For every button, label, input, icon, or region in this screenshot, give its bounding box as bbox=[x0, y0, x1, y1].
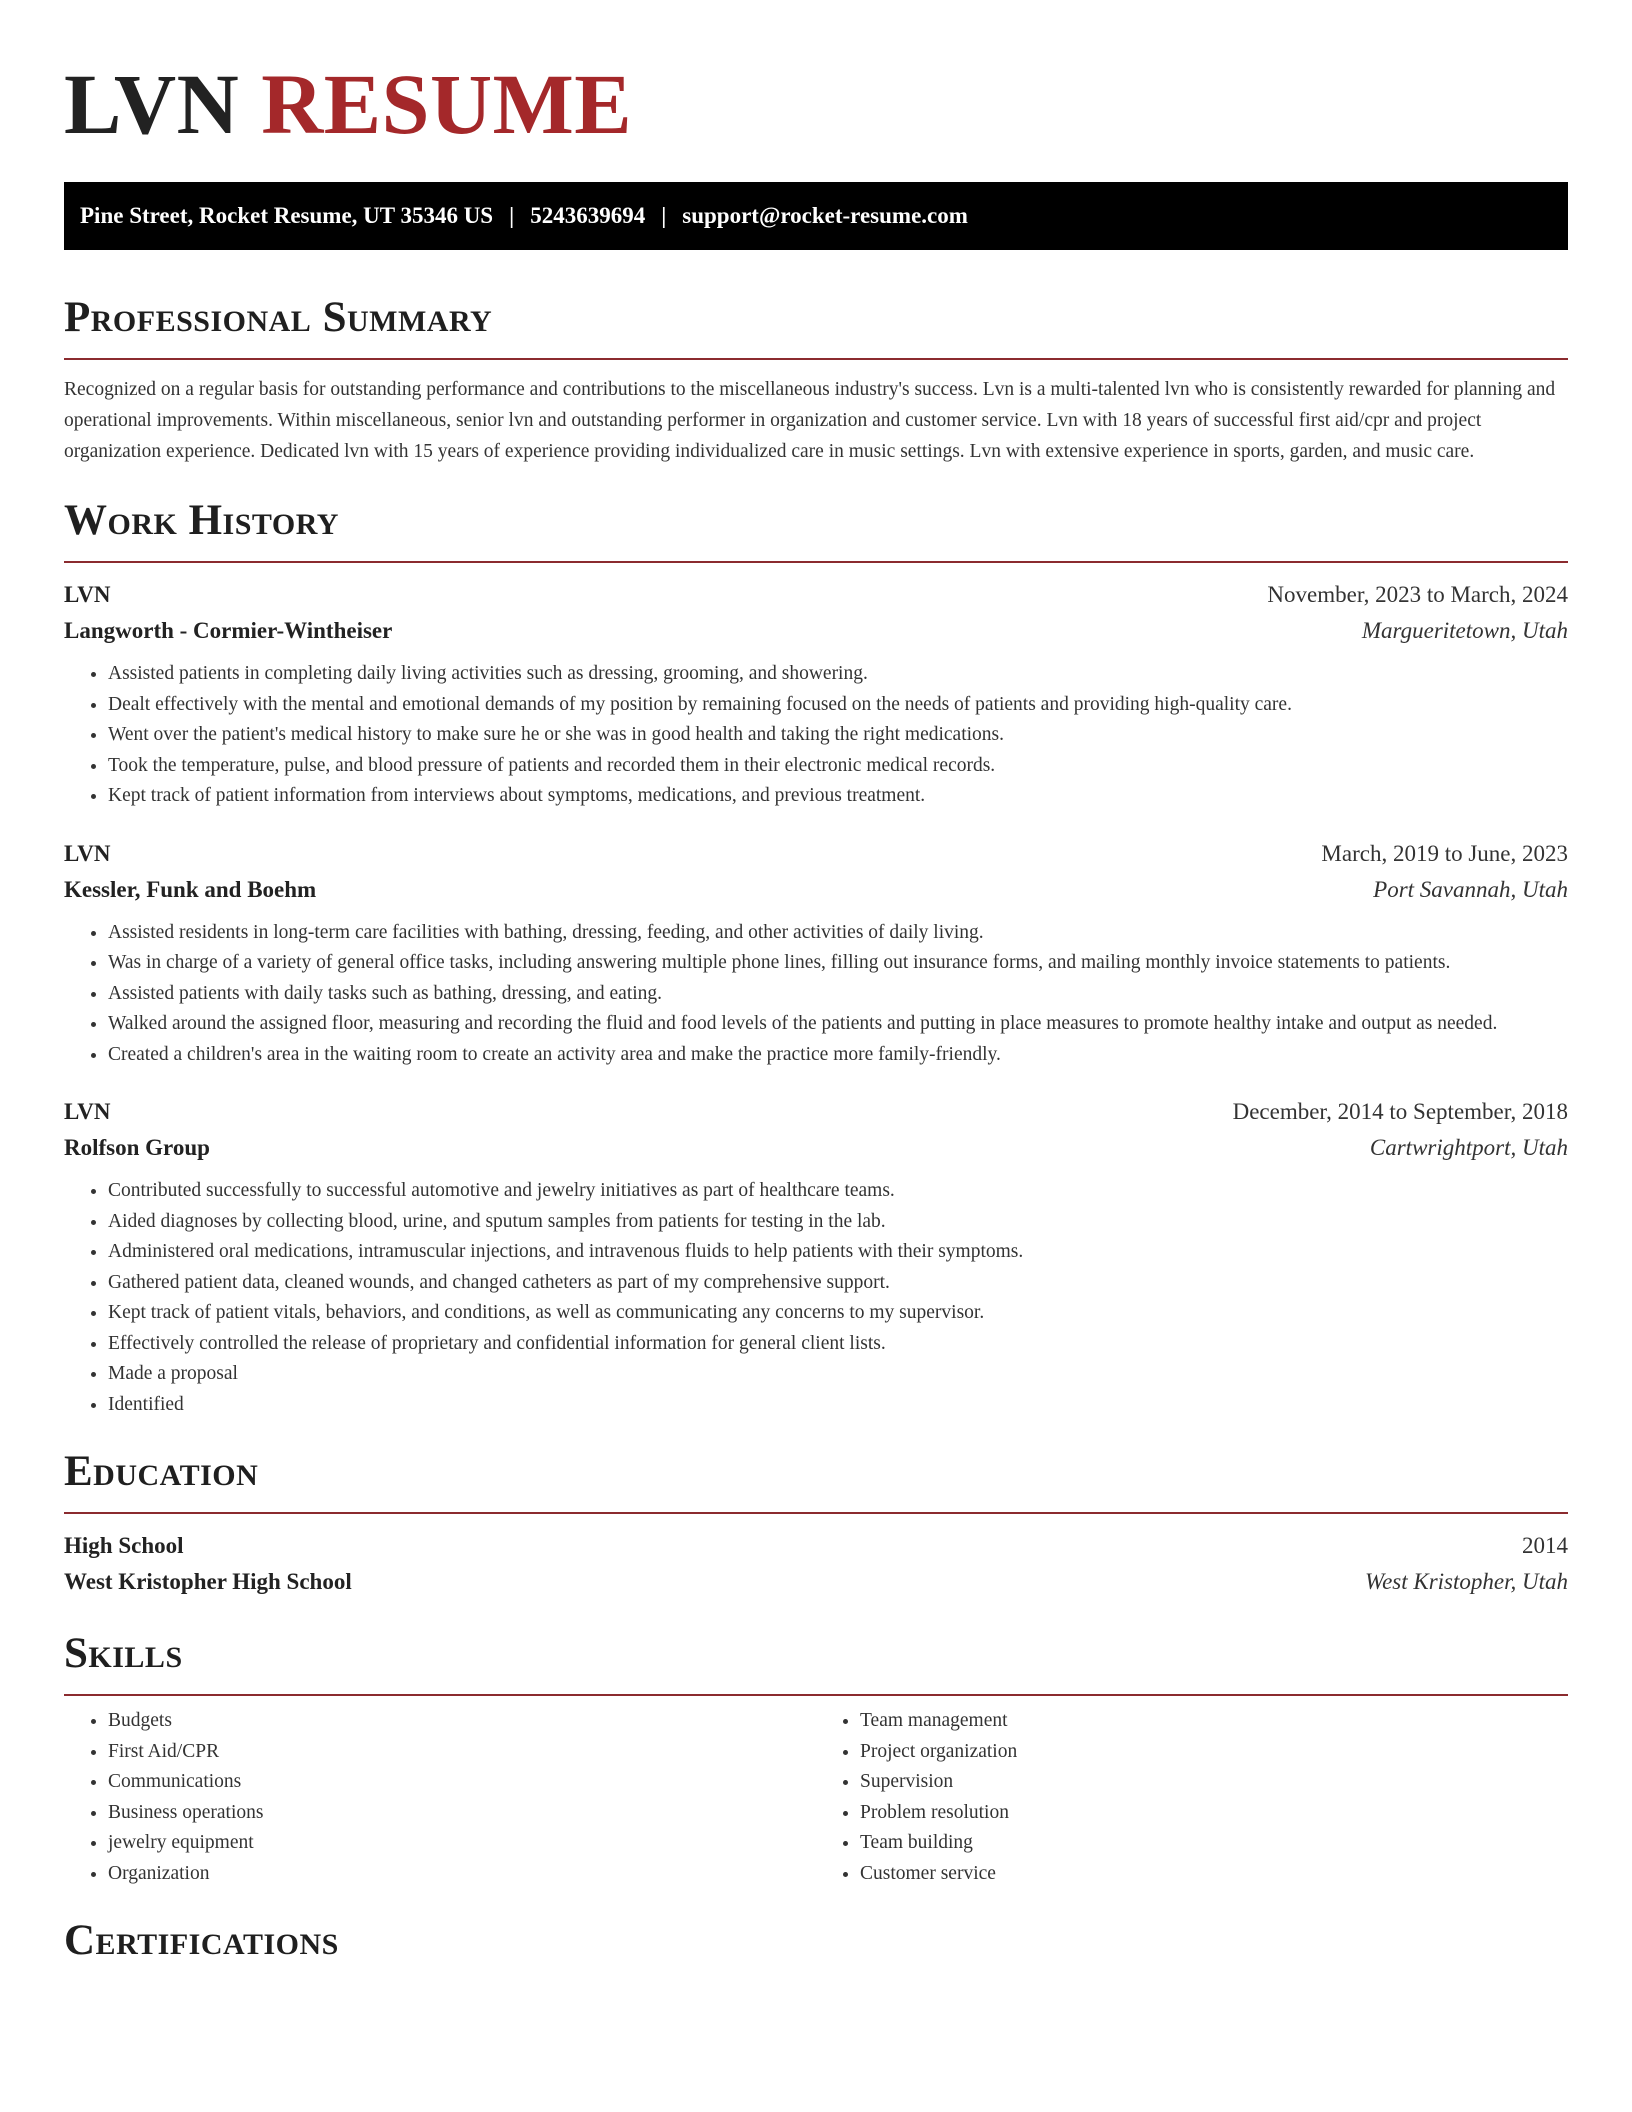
job-entry bbox=[64, 1094, 1568, 1420]
job-location: Margueritetown, Utah bbox=[1361, 618, 1568, 643]
skill-item: • Supervision bbox=[860, 1767, 1568, 1798]
job-title: LVN bbox=[64, 582, 111, 607]
contact-separator: | bbox=[661, 203, 667, 228]
education-section bbox=[64, 1446, 1568, 1600]
job-header-row bbox=[64, 1094, 1568, 1130]
job-location: Cartwrightport, Utah bbox=[1369, 1135, 1568, 1160]
job-entry bbox=[64, 577, 1568, 812]
list-item: • Assisted patients in completing daily living activities such as dressing, grooming, and showering. bbox=[108, 659, 1568, 690]
section-title-certifications: Certifications bbox=[64, 1917, 339, 1964]
work-history-section bbox=[64, 495, 1568, 1420]
skills-grid bbox=[64, 1706, 1568, 1889]
list-item: • Contributed successfully to successful automotive and jewelry initiatives as part of healthcare teams. bbox=[108, 1176, 1568, 1207]
list-item: • Gathered patient data, cleaned wounds, and changed catheters as part of my comprehensive support. bbox=[108, 1268, 1568, 1299]
section-title-work-history: Work History bbox=[64, 497, 339, 544]
list-item: • Assisted patients with daily tasks such as bathing, dressing, and eating. bbox=[108, 979, 1568, 1010]
section-title-summary: Professional Summary bbox=[64, 294, 493, 341]
title-part-lvn: LVN bbox=[64, 56, 240, 152]
resume-page bbox=[64, 0, 1568, 1967]
job-bullets bbox=[64, 918, 1568, 1071]
skill-item: • Team management bbox=[860, 1706, 1568, 1737]
list-item: • Kept track of patient vitals, behaviors, and conditions, as well as communicating any concerns to my supervisor. bbox=[108, 1298, 1568, 1329]
job-dates: March, 2019 to June, 2023 bbox=[1321, 840, 1568, 866]
list-item: • Took the temperature, pulse, and blood pressure of patients and recorded them in their electronic medical records. bbox=[108, 751, 1568, 782]
education-degree: High School bbox=[64, 1533, 184, 1558]
skill-item: • jewelry equipment bbox=[108, 1828, 816, 1859]
job-location: Port Savannah, Utah bbox=[1373, 876, 1568, 902]
job-title: LVN bbox=[64, 1099, 111, 1124]
job-company-row bbox=[64, 1130, 1568, 1166]
education-school-row bbox=[64, 1564, 1568, 1600]
list-item: • Identified bbox=[108, 1390, 1568, 1421]
summary-text: Recognized on a regular basis for outstanding performance and contributions to the miscellaneous industry's success. Lvn is a multi-talented lvn who is consistently rewarded for planning and operational improvements. Within miscellaneous, senior lvn and outstanding performer in organization and customer service. Lvn with 18 years of successful first aid/cpr and project organization experience. Dedicated lvn with 15 years of experience providing individualized care in music settings. Lvn with extensive experience in sports, garden, and music care. bbox=[64, 379, 1556, 462]
skill-item: • Business operations bbox=[108, 1798, 816, 1829]
education-header-row bbox=[64, 1528, 1568, 1564]
job-company: Langworth - Cormier-Wintheiser bbox=[64, 618, 393, 643]
job-title: LVN bbox=[64, 840, 111, 866]
job-header-row bbox=[64, 577, 1568, 613]
job-bullets bbox=[64, 659, 1568, 812]
skill-item: • Team building bbox=[860, 1828, 1568, 1859]
skill-item: • Project organization bbox=[860, 1737, 1568, 1768]
contact-phone: 5243639694 bbox=[530, 203, 646, 228]
skill-item: • First Aid/CPR bbox=[108, 1737, 816, 1768]
list-item: • Made a proposal bbox=[108, 1359, 1568, 1390]
list-item: • Created a children's area in the waiting room to create an activity area and make the practice more family-friendly. bbox=[108, 1040, 1568, 1071]
job-company: Kessler, Funk and Boehm bbox=[64, 876, 317, 902]
job-bullets bbox=[64, 1176, 1568, 1420]
skill-item: • Organization bbox=[108, 1859, 816, 1890]
list-item: • Was in charge of a variety of general office tasks, including answering multiple phone lines, filling out insurance forms, and mailing monthly invoice statements to patients. bbox=[108, 948, 1568, 979]
list-item: • Walked around the assigned floor, measuring and recording the fluid and food levels of the patients and putting in place measures to promote healthy intake and output as needed. bbox=[108, 1009, 1568, 1040]
title-part-resume: RESUME bbox=[261, 56, 633, 152]
job-company-row bbox=[64, 613, 1568, 649]
page-title bbox=[64, 58, 1568, 150]
section-title-skills: Skills bbox=[64, 1630, 183, 1677]
contact-email: support@rocket-resume.com bbox=[682, 203, 968, 228]
education-location: West Kristopher, Utah bbox=[1365, 1569, 1568, 1594]
section-divider bbox=[64, 561, 1568, 563]
section-divider bbox=[64, 358, 1568, 360]
section-divider bbox=[64, 1694, 1568, 1696]
skills-list-left bbox=[64, 1706, 816, 1889]
education-school: West Kristopher High School bbox=[64, 1569, 352, 1594]
job-header-row bbox=[64, 836, 1568, 872]
certifications-section bbox=[64, 1915, 1568, 1967]
list-item: • Went over the patient's medical history to make sure he or she was in good health and taking the right medications. bbox=[108, 720, 1568, 751]
list-item: • Administered oral medications, intramuscular injections, and intravenous fluids to help patients with their symptoms. bbox=[108, 1237, 1568, 1268]
job-company: Rolfson Group bbox=[64, 1135, 210, 1160]
job-entry bbox=[64, 836, 1568, 1071]
skill-item: • Budgets bbox=[108, 1706, 816, 1737]
list-item: • Dealt effectively with the mental and emotional demands of my position by remaining focused on the needs of patients and providing high-quality care. bbox=[108, 690, 1568, 721]
contact-bar bbox=[64, 182, 1568, 250]
list-item: • Assisted residents in long-term care facilities with bathing, dressing, feeding, and other activities of daily living. bbox=[108, 918, 1568, 949]
job-company-row bbox=[64, 872, 1568, 908]
list-item: • Aided diagnoses by collecting blood, urine, and sputum samples from patients for testing in the lab. bbox=[108, 1207, 1568, 1238]
list-item: • Effectively controlled the release of proprietary and confidential information for general client lists. bbox=[108, 1329, 1568, 1360]
contact-separator: | bbox=[509, 203, 515, 228]
job-dates: December, 2014 to September, 2018 bbox=[1232, 1099, 1568, 1124]
education-year: 2014 bbox=[1522, 1533, 1568, 1558]
skills-list-right bbox=[816, 1706, 1568, 1889]
skills-section bbox=[64, 1628, 1568, 1889]
section-divider bbox=[64, 1512, 1568, 1514]
skill-item: • Customer service bbox=[860, 1859, 1568, 1890]
section-title-education: Education bbox=[64, 1448, 259, 1495]
contact-address: Pine Street, Rocket Resume, UT 35346 US bbox=[80, 203, 494, 228]
summary-section bbox=[64, 292, 1568, 467]
job-dates: November, 2023 to March, 2024 bbox=[1267, 582, 1568, 607]
skill-item: • Problem resolution bbox=[860, 1798, 1568, 1829]
list-item: • Kept track of patient information from interviews about symptoms, medications, and previous treatment. bbox=[108, 781, 1568, 812]
skill-item: • Communications bbox=[108, 1767, 816, 1798]
